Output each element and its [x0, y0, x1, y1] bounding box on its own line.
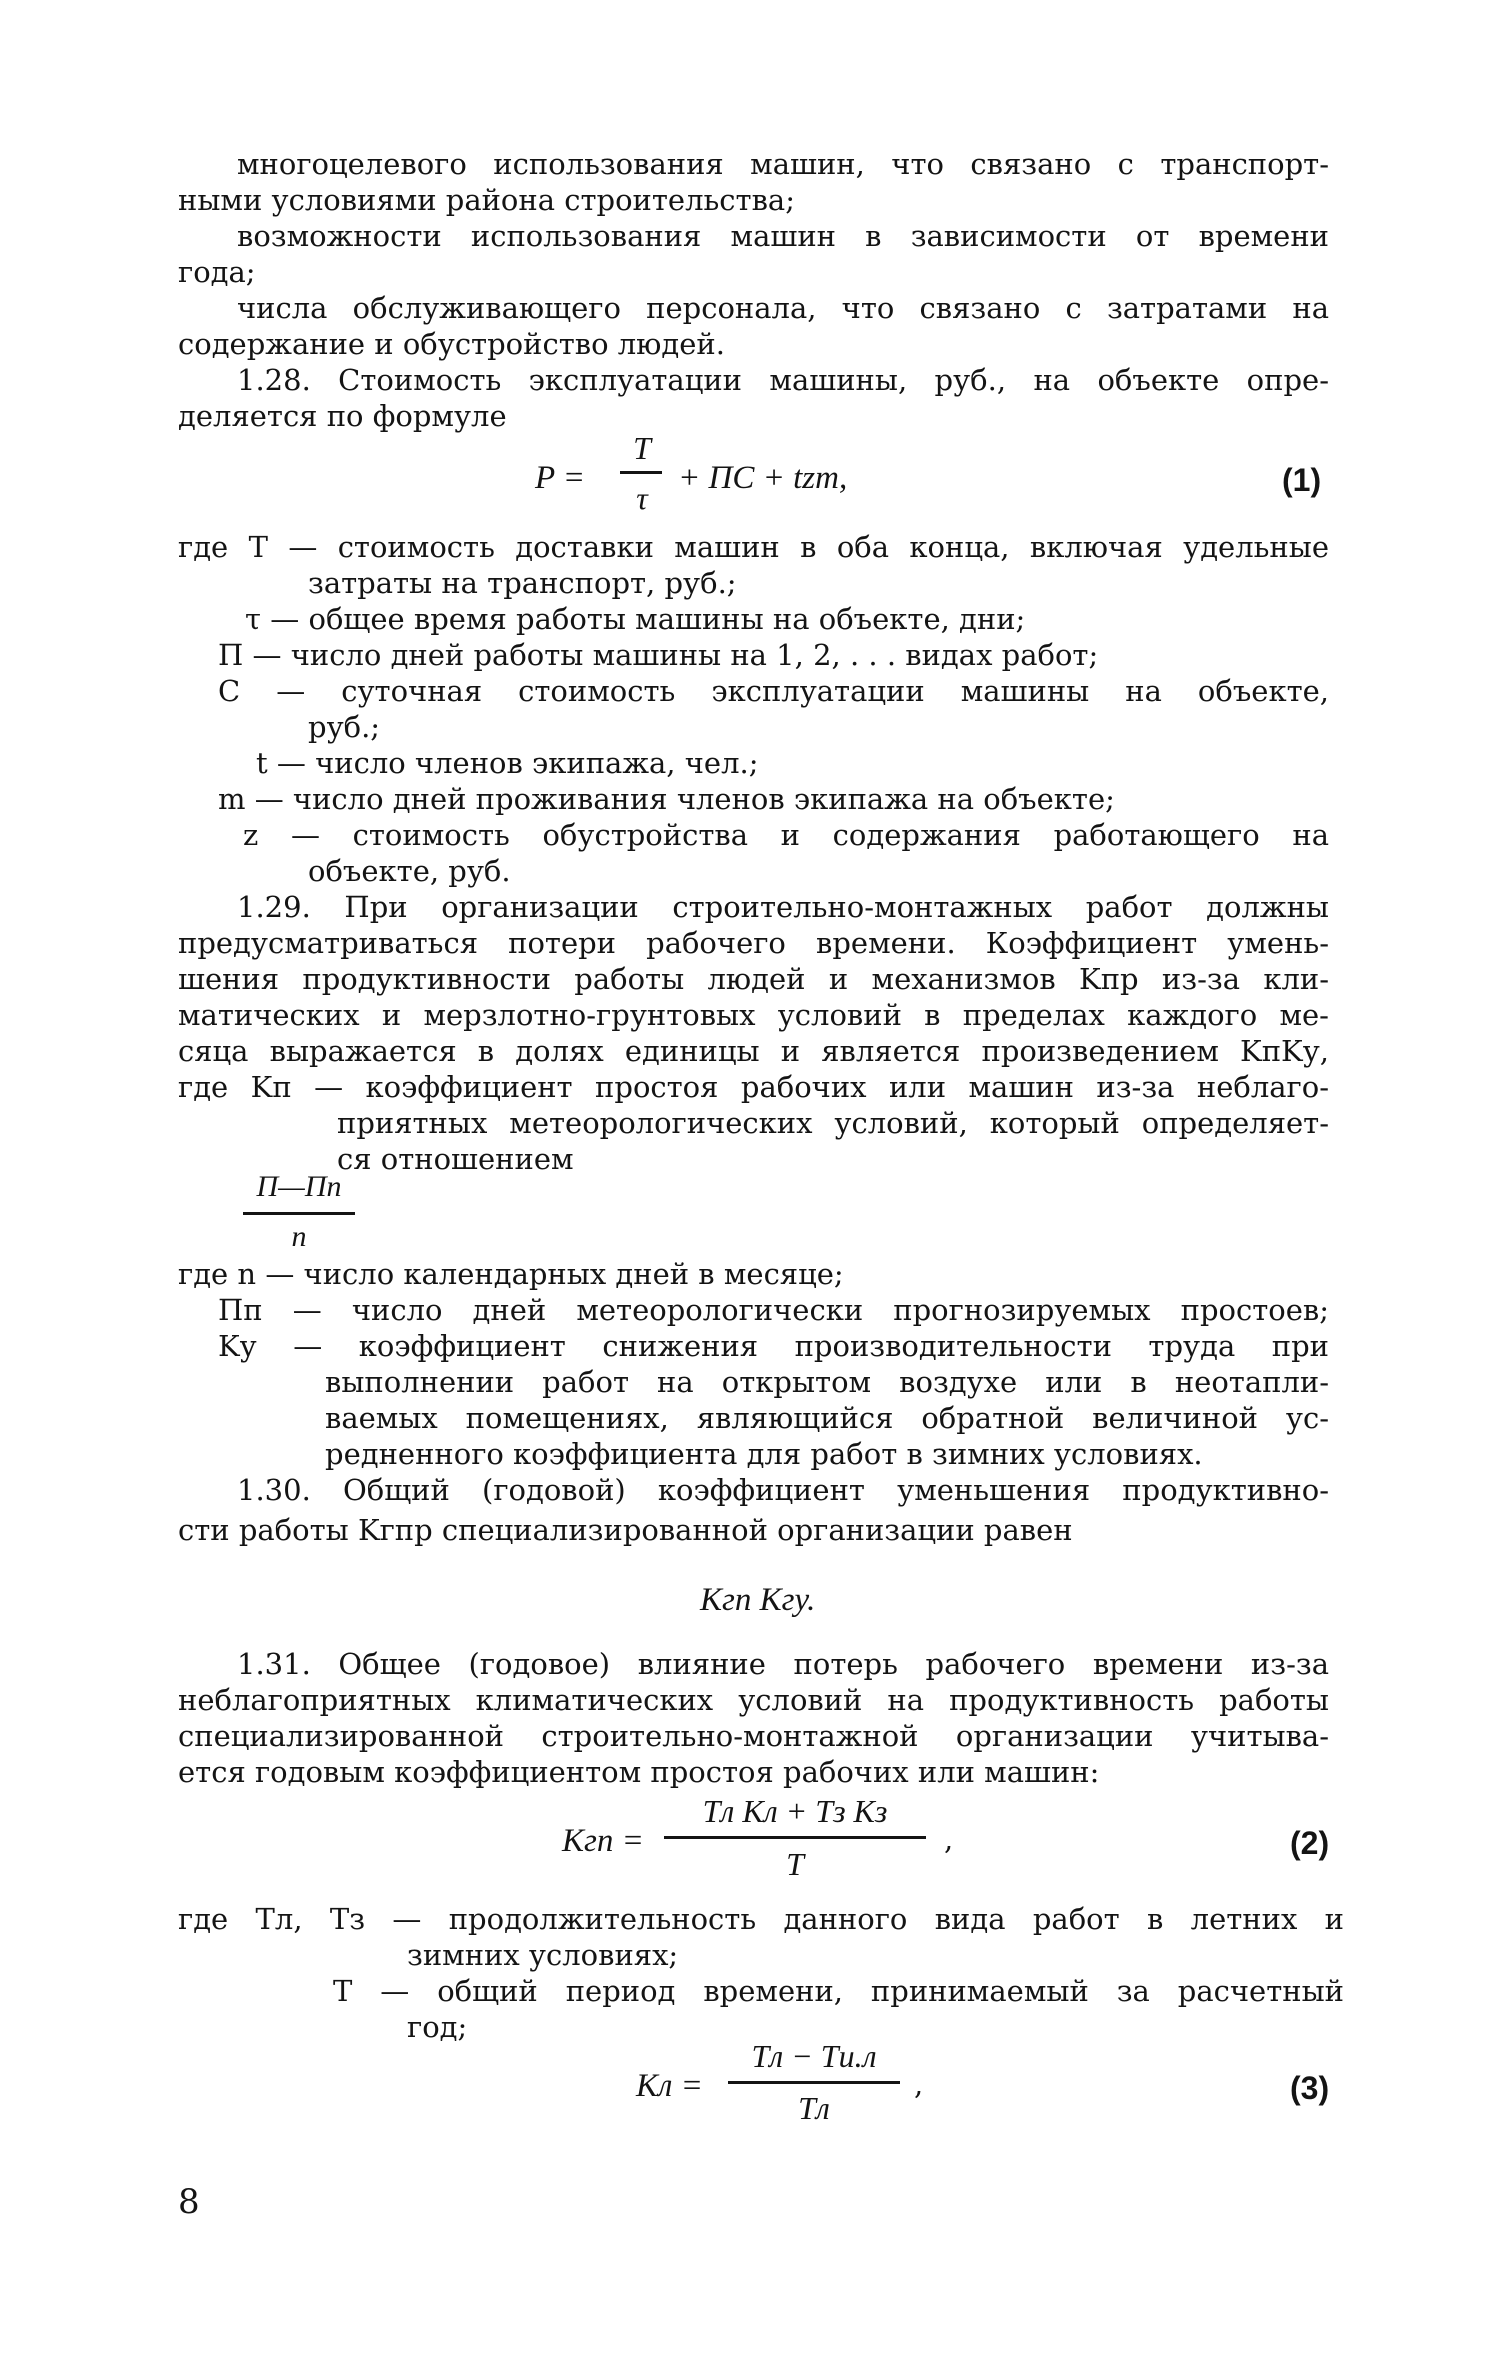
- definition-line: ваемых помещениях, являющийся обратной величиной ус-: [325, 1401, 1329, 1435]
- section-1-28-line: 1.28. Стоимость эксплуатации машины, руб., на объекте опре-: [237, 363, 1329, 397]
- eq2-denominator: T: [786, 1846, 804, 1882]
- text-line: неблагоприятных климатических условий на продуктивность работы: [178, 1683, 1329, 1717]
- eq2-lhs: Kгп =: [562, 1823, 644, 1859]
- section-1-31-line: 1.31. Общее (годовое) влияние потерь рабочего времени из-за: [237, 1647, 1329, 1681]
- eq1-lhs: P =: [535, 460, 586, 496]
- definition-line: где Tл, Tз — продолжительность данного вида работ в летних и: [178, 1902, 1344, 1936]
- page-number: 8: [178, 2182, 200, 2222]
- definition-line: z — стоимость обустройства и содержания работающего на: [243, 818, 1329, 852]
- eq2-numerator: Tл Kл + Tз Kз: [702, 1793, 888, 1829]
- fraction-numerator: П—Пп: [256, 1170, 342, 1203]
- fraction-denominator: n: [291, 1220, 307, 1253]
- definition-line: затраты на транспорт, руб.;: [308, 566, 737, 600]
- fraction-bar: [243, 1212, 355, 1215]
- eq2-comma: ,: [944, 1822, 954, 1856]
- text-line: ными условиями района строительства;: [178, 183, 795, 217]
- eq3-number: (3): [1290, 2070, 1330, 2106]
- eq3-fraction-bar: [728, 2081, 900, 2084]
- text-line: шения продуктивности работы людей и механизмов Kпр из-за кли-: [178, 962, 1329, 996]
- definition-line: приятных метеорологических условий, который определяет-: [337, 1106, 1329, 1140]
- definition-line: объекте, руб.: [308, 854, 511, 888]
- eq1-fraction-bar: [620, 471, 662, 474]
- eq1-rest: + ПC + tzm,: [678, 460, 848, 496]
- definition-line: где Kп — коэффициент простоя рабочих или машин из-за неблаго-: [178, 1070, 1329, 1104]
- definition-line: где n — число календарных дней в месяце;: [178, 1257, 844, 1291]
- eq1-denominator: τ: [636, 480, 648, 516]
- text-line: года;: [178, 255, 256, 289]
- definition-line: где T — стоимость доставки машин в оба конца, включая удельные: [178, 530, 1329, 564]
- definition-line: год;: [407, 2010, 468, 2044]
- definition-line: ся отношением: [337, 1142, 574, 1176]
- text-line: числа обслуживающего персонала, что связано с затратами на: [237, 291, 1329, 325]
- section-1-30-line: 1.30. Общий (годовой) коэффициент уменьшения продуктивно-: [237, 1473, 1329, 1507]
- eq2-fraction-bar: [664, 1836, 926, 1839]
- text-line: деляется по формуле: [178, 399, 507, 433]
- eq1-numerator: T: [633, 430, 651, 466]
- text-line: сти работы Kгпр специализированной организации равен: [178, 1513, 1073, 1547]
- eq3-numerator: Tл − Tи.л: [751, 2038, 877, 2074]
- section-1-29-line: 1.29. При организации строительно-монтажных работ должны: [237, 890, 1329, 924]
- definition-line: П — число дней работы машины на 1, 2, . . . видах работ;: [218, 638, 1099, 672]
- definition-line: редненного коэффициента для работ в зимних условиях.: [325, 1437, 1203, 1471]
- eq1-number: (1): [1282, 462, 1322, 498]
- eq3-lhs: Kл =: [636, 2068, 703, 2104]
- text-line: многоцелевого использования машин, что связано с транспорт-: [237, 147, 1329, 181]
- formula-kp-ky: Kгп Kгу.: [700, 1582, 816, 1618]
- definition-line: Kу — коэффициент снижения производительности труда при: [218, 1329, 1329, 1363]
- text-line: сяца выражается в долях единицы и является произведением KпKу,: [178, 1034, 1329, 1068]
- definition-line: выполнении работ на открытом воздухе или в неотапли-: [325, 1365, 1329, 1399]
- definition-line: t — число членов экипажа, чел.;: [256, 746, 759, 780]
- text-line: специализированной строительно-монтажной организации учитыва-: [178, 1719, 1329, 1753]
- text-line: матических и мерзлотно-грунтовых условий в пределах каждого ме-: [178, 998, 1329, 1032]
- definition-line: m — число дней проживания членов экипажа на объекте;: [218, 782, 1115, 816]
- eq3-comma: ,: [914, 2067, 924, 2101]
- eq2-number: (2): [1290, 1825, 1330, 1861]
- definition-line: T — общий период времени, принимаемый за расчетный: [333, 1974, 1344, 2008]
- text-line: предусматриваться потери рабочего времени. Коэффициент умень-: [178, 926, 1329, 960]
- text-line: ется годовым коэффициентом простоя рабочих или машин:: [178, 1755, 1100, 1789]
- definition-line: C — суточная стоимость эксплуатации машины на объекте,: [218, 674, 1329, 708]
- eq3-denominator: Tл: [798, 2090, 830, 2126]
- definition-line: руб.;: [308, 710, 381, 744]
- definition-line: τ — общее время работы машины на объекте, дни;: [245, 602, 1026, 636]
- definition-line: Пп — число дней метеорологически прогнозируемых простоев;: [218, 1293, 1329, 1327]
- definition-line: зимних условиях;: [407, 1938, 679, 1972]
- text-line: содержание и обустройство людей.: [178, 327, 725, 361]
- text-line: возможности использования машин в зависимости от времени: [237, 219, 1329, 253]
